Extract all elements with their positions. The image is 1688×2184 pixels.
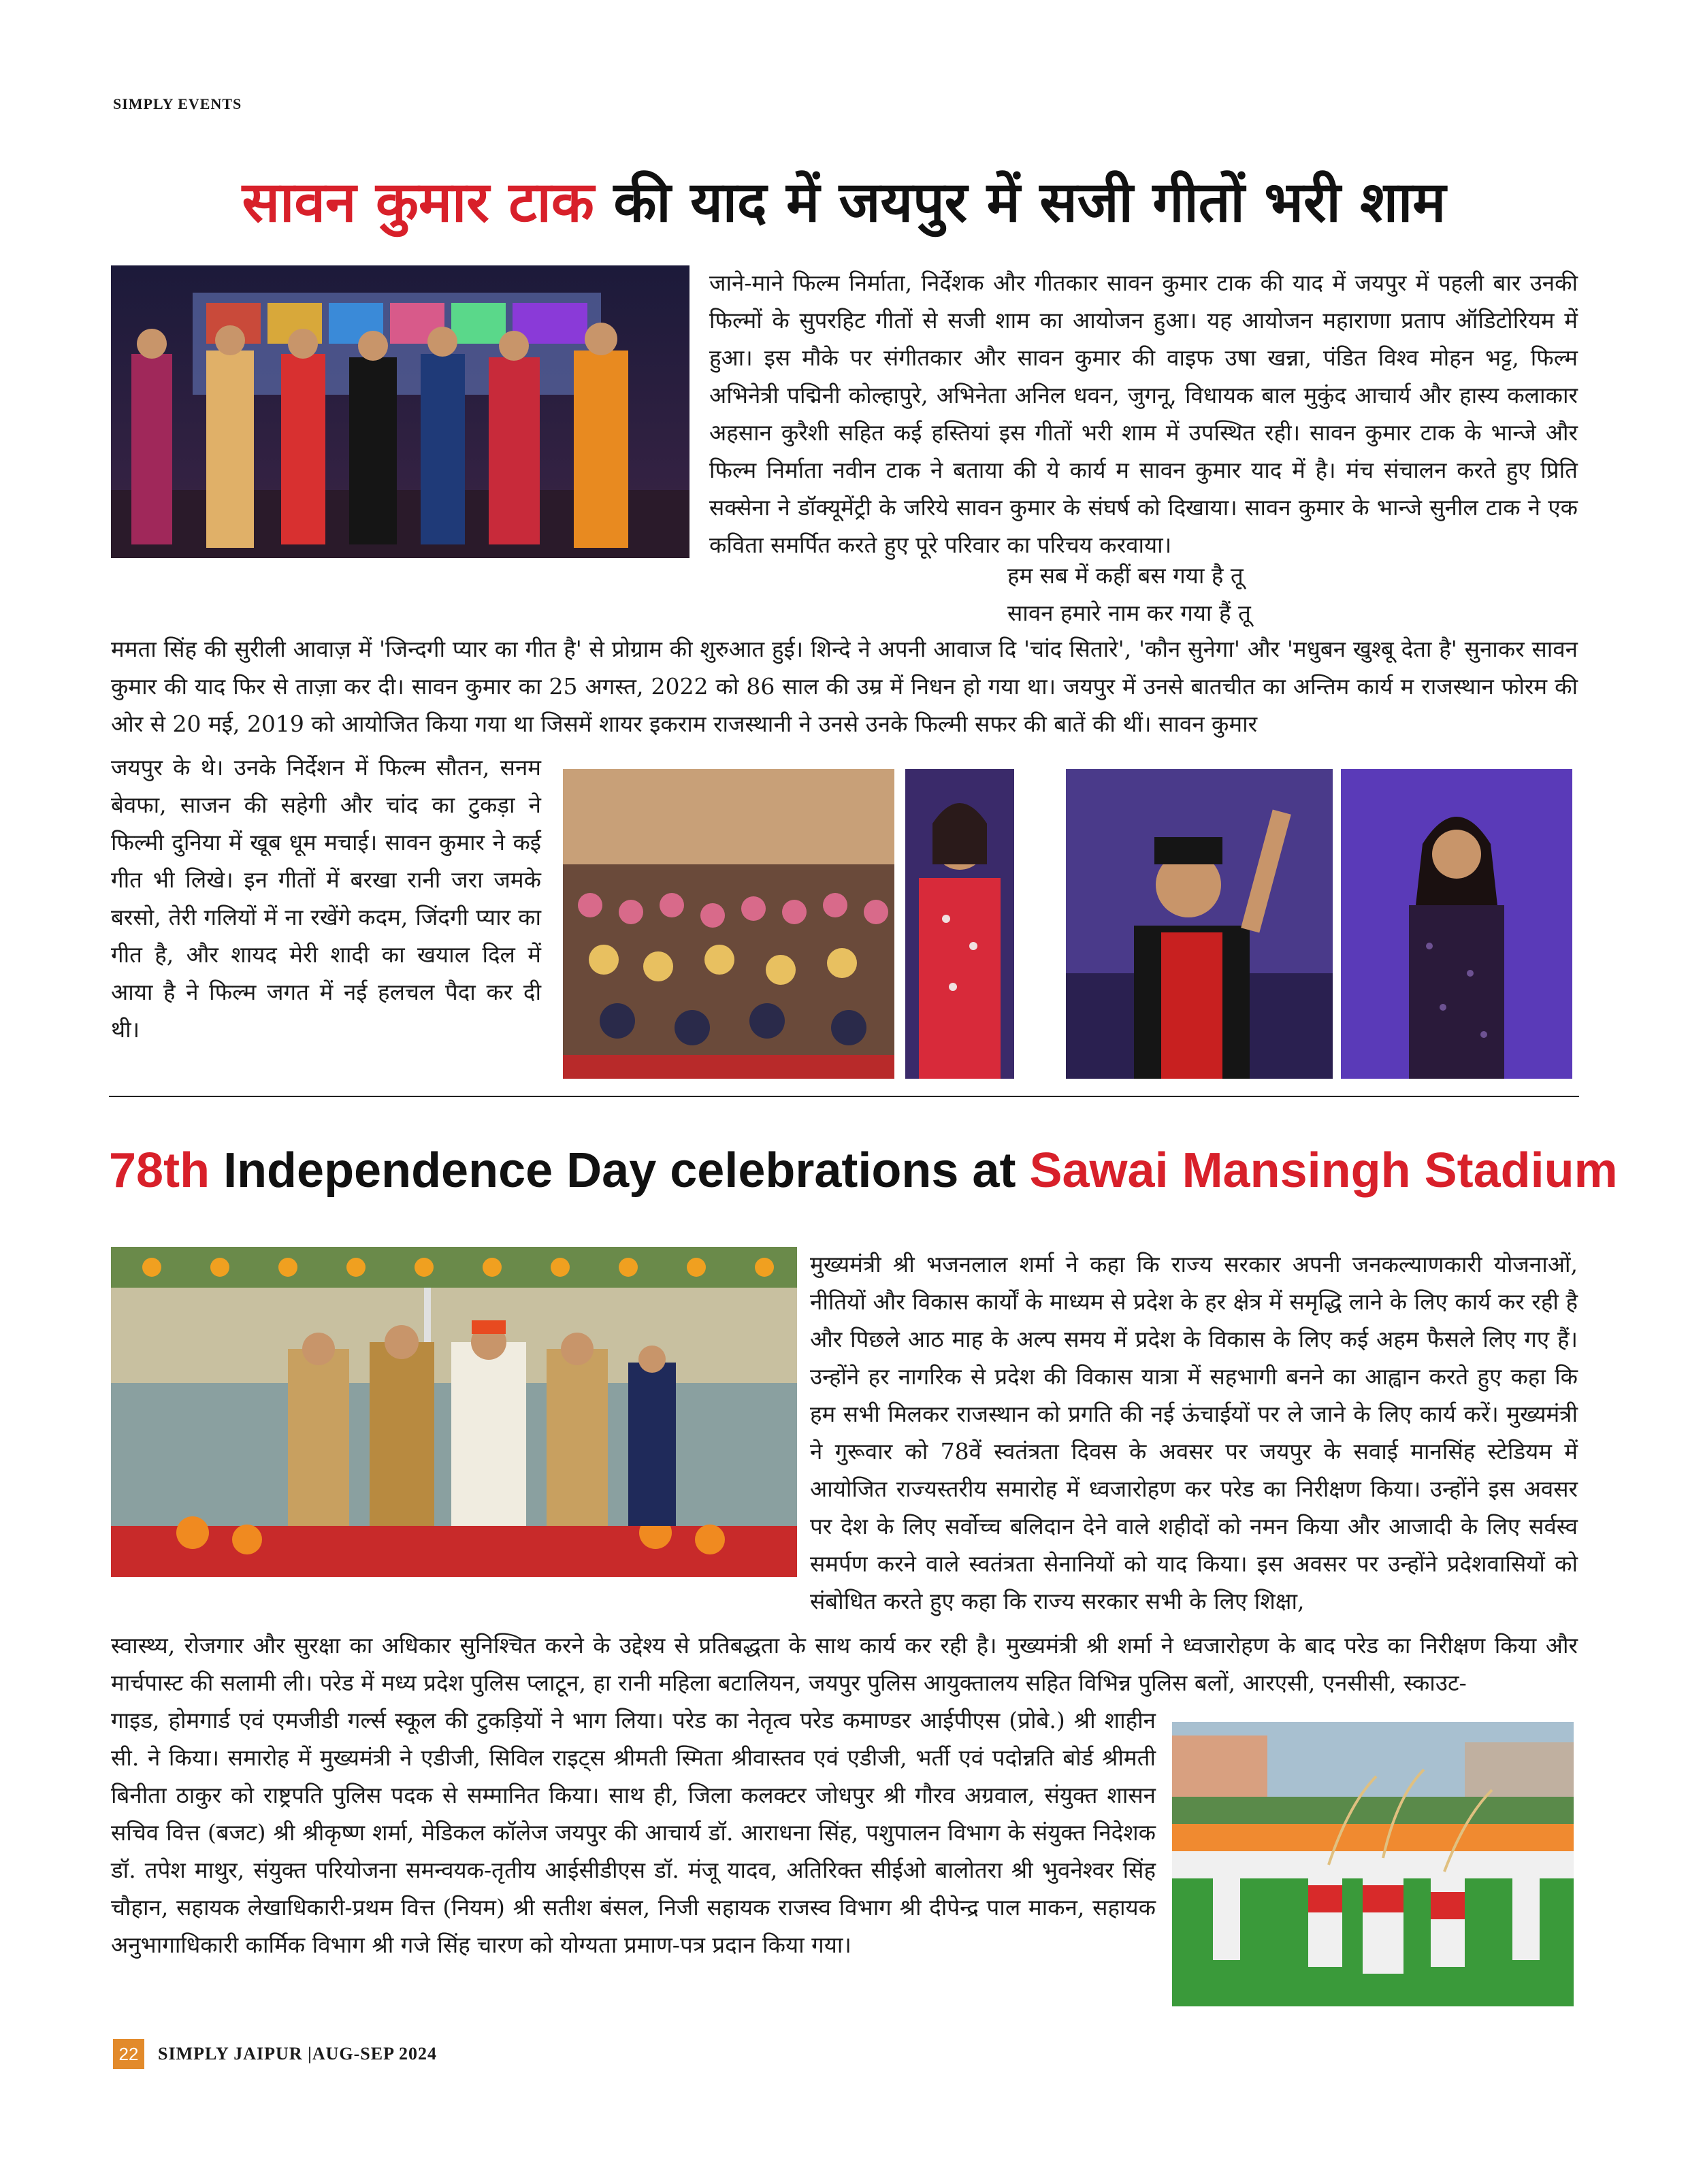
article1-body: ममता सिंह की सुरीली आवाज़ में 'जिन्दगी प्यार का गीत है' से प्रोग्राम की शुरुआत हुई। शिन्दे ने अपनी आवाज दि 'चांद सितारे', 'कौन सुनेगा' और 'मधुबन खुश्बू देता है' सुनाकर सावन कुमार की याद फिर से ताज़ा कर दी। सावन कुमार का 25 अगस्त, 2022 को 86 साल की उम्र में निधन हो गया था। जयपुर में उनसे बातचीत का अन्तिम कार्य म राजस्थान फोरम की ओर से 20 मई, 2019 को आयोजित किया गया था जिसमें शायर इकराम राजस्थानी ने उनसे उनके फिल्मी सफर की बातें की थीं। सावन कुमार	[111, 636, 1578, 737]
article1-intro: जाने-माने फिल्म निर्माता, निर्देशक और गीतकार सावन कुमार टाक की याद में जयपुर में पहली बार उनकी फिल्मों के सुपरहिट गीतों से सजी शाम का आयोजन हुआ। यह आयोजन महाराणा प्रताप ऑडिटोरियम में हुआ। इस मौके पर संगीतकार और सावन कुमार की वाइफ उषा खन्ना, पंडित विश्व मोहन भट्ट, फिल्म अभिनेत्री पद्मिनी कोल्हापुरे, अभिनेता अनिल धवन, जुगनू, विधायक बाल मुकुंद आचार्य और हास्य कलाकार अहसान कुरैशी सहित कई हस्तियां इस गीतों भरी शाम में उपस्थित रही। सावन कुमार टाक के भान्जे और फिल्म निर्माता नवीन टाक ने बताया की ये कार्य म सावन कुमार याद में है। मंच संचालन करते हुए प्रिति सक्सेना ने डॉक्यूमेंट्री के जरिये सावन कुमार के संघर्ष को दिखाया। सावन कुमार के भान्जे सुनील टाक ने एक कविता समर्पित करते हुए पूरे परिवार का परिचय करवाया।	[709, 270, 1578, 558]
section-divider	[109, 1096, 1579, 1097]
singer-photo-1	[905, 769, 1014, 1079]
audience-photo	[563, 769, 894, 1079]
headline-rest: की याद में जयपुर में सजी गीतों भरी शाम	[613, 170, 1446, 235]
parade-photo	[1172, 1722, 1574, 2006]
headline-highlight: सावन कुमार टाक	[242, 170, 594, 235]
article1-headline	[109, 169, 1579, 237]
article2-side-text: गाइड, होमगार्ड एवं एमजीडी गर्ल्स स्कूल की टुकड़ियों ने भाग लिया। परेड का नेतृत्व परेड कमाण्डर आईपीएस (प्रोबे.) श्री शाहीन सी. ने किया। समारोह में मुख्यमंत्री ने एडीजी, सिविल राइट्स श्रीमती स्मिता श्रीवास्तव एवं एडीजी, भर्ती एवं पदोन्नति बोर्ड श्रीमती बिनीता ठाकुर को राष्ट्रपति पुलिस पदक से सम्मानित किया। साथ ही, जिला कलक्टर जोधपुर श्री गौरव अग्रवाल, संयुक्त शासन सचिव वित्त (बजट) श्री श्रीकृष्ण शर्मा, मेडिकल कॉलेज जयपुर की आचार्य डॉ. आराधना सिंह, पशुपालन विभाग के संयुक्त निदेशक डॉ. तपेश माथुर, संयुक्त परियोजना समन्वयक-तृतीय आईसीडीएस डॉ. मंजू यादव, अतिरिक्त सीईओ बालोतरा श्री भुवनेश्वर सिंह चौहान, सहायक लेखाधिकारी-प्रथम वित्त (नियम) श्री सतीश बंसल, निजी सहायक राजस्व विभाग श्री दीपेन्द्र पाल माकन, सहायक अनुभागाधिकारी कार्मिक विभाग श्री गजे सिंह चारण को योग्यता प्रमाण-पत्र प्रदान किया गया।	[111, 1707, 1156, 1958]
poem-line-1: हम सब में कहीं बस गया है तू	[1007, 562, 1244, 589]
article2-headline	[109, 1140, 1618, 1201]
footer-magazine	[158, 2040, 437, 2068]
page-number: 22	[113, 2039, 144, 2069]
article1-side-text: जयपुर के थे। उनके निर्देशन में फिल्म सौतन, सनम बेवफा, साजन की सहेगी और चांद का टुकड़ा ने फिल्मी दुनिया में खूब धूम मचाई। सावन कुमार ने कई गीत भी लिखे। इन गीतों में बरखा रानी जरा जमके बरसो, तेरी गलियों में ना रखेंगे कदम, जिंदगी प्यार का गीत है, और शायद मेरी शादी का खयाल दिल में आया है ने फिल्म जगत में नई हलचल पैदा कर दी थी।	[111, 754, 541, 1043]
article2-body: स्वास्थ्य, रोजगार और सुरक्षा का अधिकार सुनिश्चित करने के उद्देश्य से प्रतिबद्धता के साथ कार्य कर रही है। मुख्यमंत्री श्री शर्मा ने ध्वजारोहण के बाद परेड का निरीक्षण किया और मार्चपास्ट की सलामी ली। परेड में मध्य प्रदेश पुलिस प्लाटून, हा रानी महिला बटालियन, जयपुर पुलिस आयुक्तालय सहित विभिन्न पुलिस बलों, आरएसी, एनसीसी, स्काउट-	[111, 1632, 1578, 1696]
headline2-part1: 78th	[109, 1143, 210, 1198]
article2-intro: मुख्यमंत्री श्री भजनलाल शर्मा ने कहा कि राज्य सरकार अपनी जनकल्याणकारी योजनाओं, नीतियों और विकास कार्यों के माध्यम से प्रदेश के हर क्षेत्र में समृद्धि लाने के लिए कार्य कर रही है और पिछले आठ माह के अल्प समय में प्रदेश के विकास के लिए कई अहम फैसले लिए गए हैं। उन्होंने हर नागरिक से प्रदेश की विकास यात्रा में सहभागी बनने का आह्वान करते हुए कहा कि हम सभी मिलकर राजस्थान को प्रगति की नई ऊंचाईयों पर ले जाने के लिए कार्य करें। मुख्यमंत्री ने गुरूवार को 78वें स्वतंत्रता दिवस के अवसर पर जयपुर के सवाई मानसिंह स्टेडियम में आयोजित राज्यस्तरीय समारोह में ध्वजारोहण कर परेड का निरीक्षण किया। उन्होंने इस अवसर पर देश के लिए सर्वोच्च बलिदान देने वाले शहीदों को नमन किया और आजादी के लिए सर्वस्व समर्पण करने वाले स्वतंत्रता सेनानियों को याद किया। इस अवसर पर उन्होंने प्रदेशवासियों को संबोधित करते हुए कहा कि राज्य सरकार सभी के लिए शिक्षा,	[810, 1251, 1578, 1614]
poem-line-2: सावन हमारे नाम कर गया हैं तू	[1007, 600, 1251, 626]
headline2-part3: Sawai Mansingh Stadium	[1029, 1143, 1618, 1198]
section-label: SIMPLY EVENTS	[113, 95, 242, 112]
headline2-part2: Independence Day celebrations at	[223, 1143, 1016, 1198]
singer-photo-3	[1341, 769, 1572, 1079]
magazine-name: SIMPLY JAIPUR	[158, 2044, 303, 2064]
flag-hoisting-photo	[111, 1247, 797, 1577]
issue-date: |AUG-SEP 2024	[308, 2044, 438, 2064]
singer-photo-2	[1066, 769, 1333, 1079]
group-photo	[111, 265, 689, 558]
